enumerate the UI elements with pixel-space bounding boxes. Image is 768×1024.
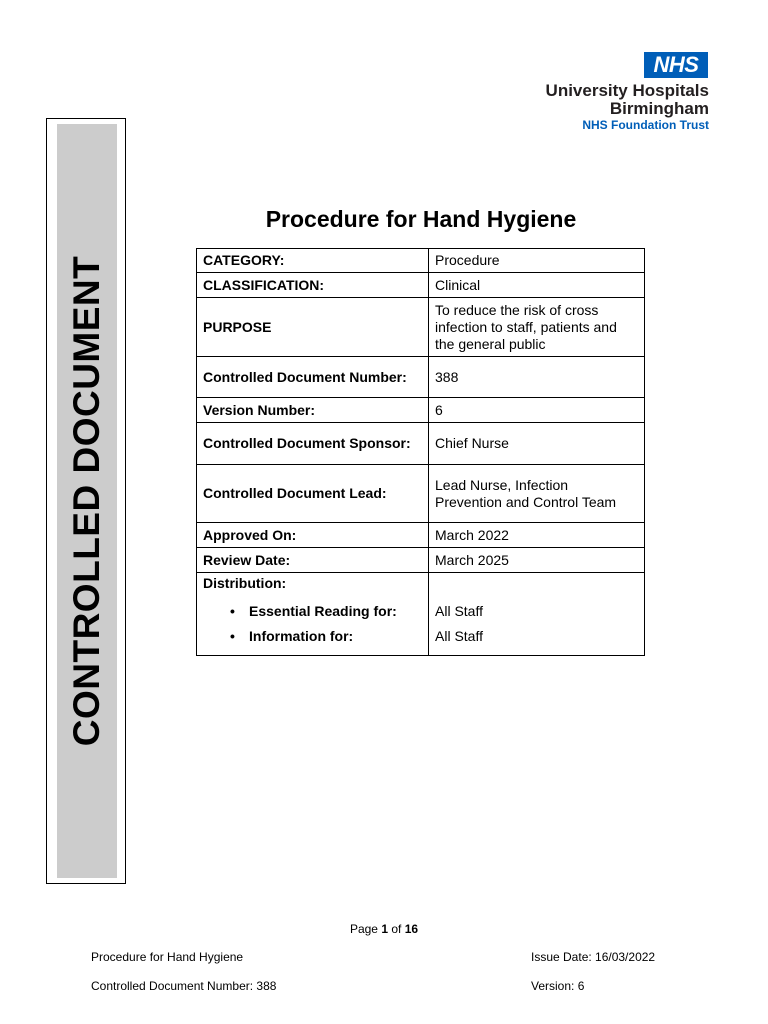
- page-number: [0, 922, 768, 936]
- table-row: [197, 465, 645, 523]
- row-value: 6: [429, 398, 645, 423]
- row-value: Chief Nurse: [429, 423, 645, 465]
- row-value: March 2022: [429, 523, 645, 548]
- distribution-values: [429, 573, 645, 656]
- distribution-item-label: Information for:: [249, 628, 354, 644]
- row-key: Controlled Document Lead:: [197, 465, 429, 523]
- logo-line-2: Birmingham: [609, 99, 709, 118]
- distribution-item-label: Essential Reading for:: [249, 603, 397, 619]
- table-row: [197, 273, 645, 298]
- footer-doc-title: Procedure for Hand Hygiene: [91, 950, 244, 964]
- banner-text: CONTROLLED DOCUMENT: [66, 255, 107, 747]
- table-row: [197, 298, 645, 357]
- table-row: [197, 548, 645, 573]
- table-row: [197, 398, 645, 423]
- row-value: March 2025: [429, 548, 645, 573]
- row-value: Clinical: [429, 273, 645, 298]
- bullet-icon: •: [230, 603, 235, 619]
- page-total: 16: [404, 922, 419, 936]
- footer-version: Version: 6: [531, 979, 585, 993]
- distribution-label: Distribution:: [203, 575, 287, 591]
- logo-line-3: NHS Foundation Trust: [582, 118, 709, 132]
- table-row: [197, 523, 645, 548]
- row-value: Lead Nurse, Infection Prevention and Control Team: [429, 465, 645, 523]
- row-key: Version Number:: [197, 398, 429, 423]
- page-current: 1: [381, 922, 388, 936]
- distribution-item-value: All Staff: [435, 603, 483, 619]
- footer-issue-date: Issue Date: 16/03/2022: [531, 950, 656, 964]
- row-key: Controlled Document Sponsor:: [197, 423, 429, 465]
- logo-line-1: University Hospitals: [545, 81, 709, 100]
- row-key: Review Date:: [197, 548, 429, 573]
- distribution-item: [203, 624, 422, 649]
- row-key: Approved On:: [197, 523, 429, 548]
- page-of: of: [388, 922, 405, 936]
- page-prefix: Page: [349, 922, 382, 936]
- footer-doc-number: Controlled Document Number: 388: [91, 979, 277, 993]
- distribution-row: [197, 573, 645, 656]
- distribution-item-value: All Staff: [435, 628, 483, 644]
- banner-background: [57, 124, 117, 878]
- row-key: PURPOSE: [197, 298, 429, 357]
- bullet-icon: •: [230, 628, 235, 644]
- table-row: [197, 357, 645, 398]
- document-info-table: [196, 248, 645, 656]
- row-value: To reduce the risk of cross infection to staff, patients and the general public: [429, 298, 645, 357]
- controlled-document-banner: [46, 118, 126, 884]
- document-title: Procedure for Hand Hygiene: [265, 206, 577, 232]
- table-row: [197, 423, 645, 465]
- row-value: Procedure: [429, 249, 645, 273]
- distribution-cell: [197, 573, 429, 656]
- distribution-item: [203, 599, 422, 624]
- row-key: CATEGORY:: [197, 249, 429, 273]
- table-row: [197, 249, 645, 273]
- row-key: CLASSIFICATION:: [197, 273, 429, 298]
- row-key: Controlled Document Number:: [197, 357, 429, 398]
- row-value: 388: [429, 357, 645, 398]
- nhs-badge: NHS: [644, 52, 708, 78]
